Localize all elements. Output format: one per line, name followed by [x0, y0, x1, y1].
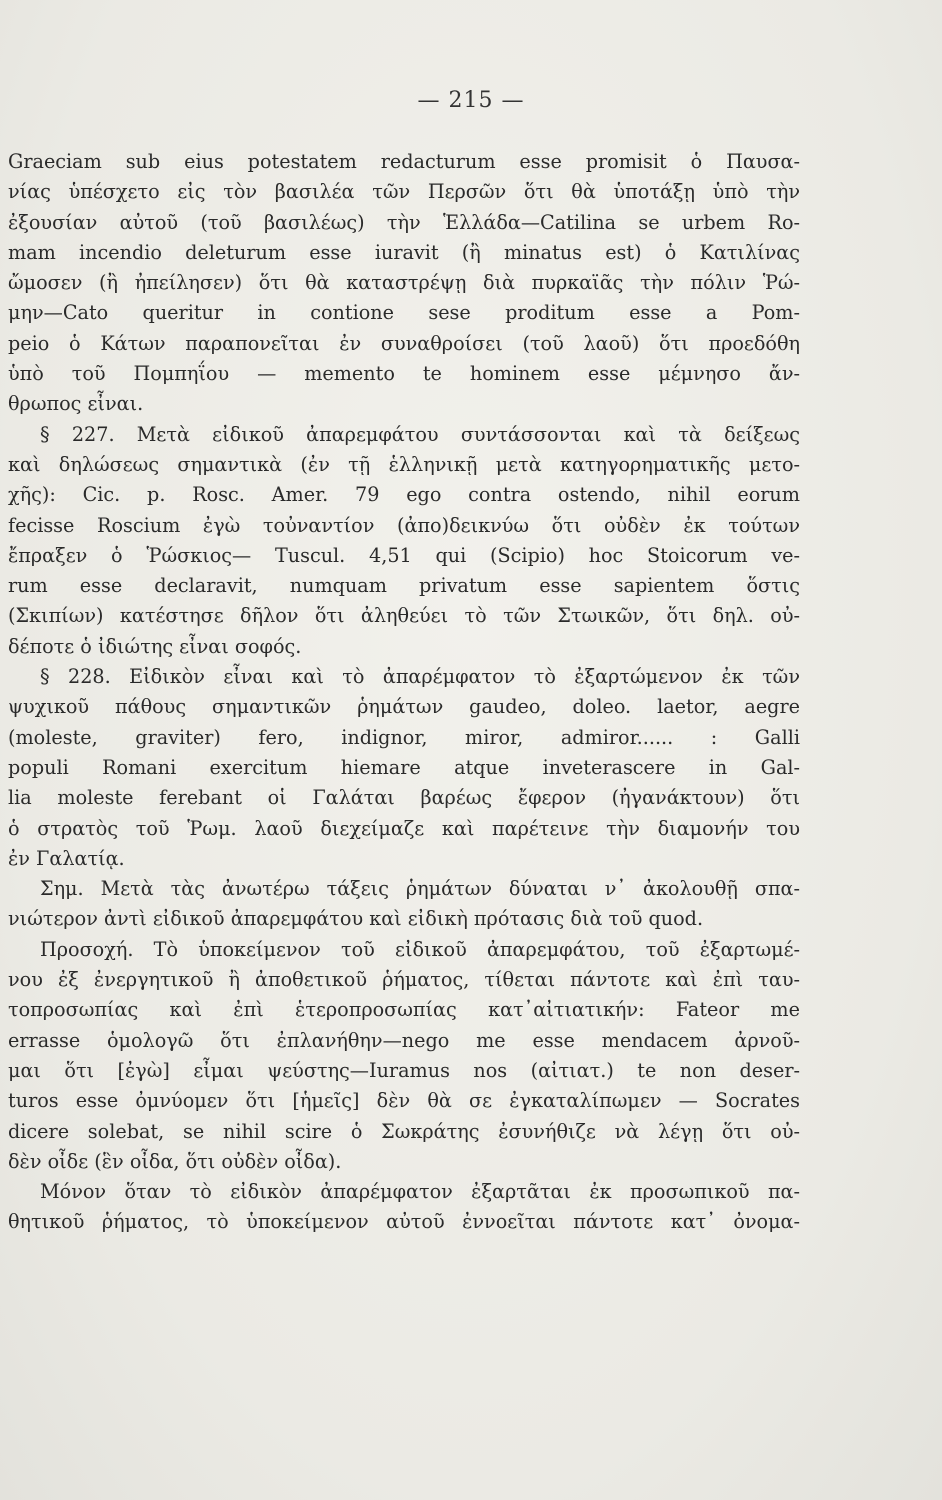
- text-line: χῆς): Cic. p. Rosc. Amer. 79 ego contra ostendo, nihil eorum: [8, 483, 800, 507]
- text-line: ὁ στρατὸς τοῦ Ῥωμ. λαοῦ διεχείμαζε καὶ παρέτεινε τὴν διαμονήν του: [8, 816, 800, 840]
- text-line: ἐξουσίαν αὐτοῦ (τοῦ βασιλέως) τὴν Ἑλλάδα—Catilina se urbem Ro-: [8, 210, 800, 234]
- text-line: Graeciam sub eius potestatem redacturum esse promisit ὁ Παυσα-: [8, 150, 800, 173]
- text-line: lia moleste ferebant οἱ Γαλάται βαρέως ἔφερον (ἠγανάκτουν) ὅτι: [8, 786, 800, 810]
- text-line: δὲν οἶδε (ἓν οἶδα, ὅτι οὐδὲν οἶδα).: [8, 1149, 342, 1173]
- body-text: [8, 147, 800, 1238]
- text-line: καὶ δηλώσεως σημαντικὰ (ἐν τῇ ἑλληνικῇ μετὰ κατηγορηματικῆς μετο-: [8, 452, 800, 476]
- text-line: turos esse ὀμνύομεν ὅτι [ἡμεῖς] δὲν θὰ σε ἐγκαταλίπωμεν — Socrates: [8, 1089, 800, 1113]
- text-line: rum esse declaravit, numquam privatum esse sapientem ὅστις: [8, 574, 800, 598]
- text-line: Προσοχή. Τὸ ὑποκείμενον τοῦ εἰδικοῦ ἀπαρεμφάτου, τοῦ ἐξαρτωμέ-: [40, 937, 800, 961]
- text-line: dicere solebat, se nihil scire ὁ Σωκράτης ἐσυνήθιζε νὰ λέγῃ ὅτι οὐ-: [8, 1119, 800, 1143]
- text-line: Σημ. Μετὰ τὰς ἀνωτέρω τάξεις ῥημάτων δύναται ν᾽ ἀκολουθῇ σπα-: [40, 877, 800, 901]
- text-line: θρωπος εἶναι.: [8, 392, 144, 416]
- text-line: νίας ὑπέσχετο εἰς τὸν βασιλέα τῶν Περσῶν ὅτι θὰ ὑποτάξῃ ὑπὸ τὴν: [8, 180, 800, 204]
- text-line: errasse ὁμολογῶ ὅτι ἐπλανήθην—nego me esse mendacem ἀρνοῦ-: [8, 1028, 800, 1052]
- text-line: μαι ὅτι [ἐγὼ] εἶμαι ψεύστης—Iuramus nos (αἰτιατ.) te non deser-: [8, 1058, 800, 1082]
- text-line: νου ἐξ ἐνεργητικοῦ ἢ ἀποθετικοῦ ῥήματος, τίθεται πάντοτε καὶ ἐπὶ ταυ-: [8, 968, 800, 992]
- text-line: ψυχικοῦ πάθους σημαντικῶν ῥημάτων gaudeo, doleo. laetor, aegre: [8, 695, 800, 719]
- text-line: populi Romani exercitum hiemare atque inveterascere in Gal-: [8, 755, 800, 779]
- text-line: mam incendio deleturum esse iuravit (ἢ minatus est) ὁ Κατιλίνας: [8, 240, 800, 264]
- text-line: fecisse Roscium ἐγὼ τοὐναντίον (ἀπο)δεικνύω ὅτι οὐδὲν ἐκ τούτων: [8, 513, 800, 537]
- page-number: — 215 —: [417, 88, 525, 113]
- text-line: Μόνον ὅταν τὸ εἰδικὸν ἀπαρέμφατον ἐξαρτᾶται ἐκ προσωπικοῦ πα-: [40, 1180, 800, 1204]
- text-line: τοπροσωπίας καὶ ἐπὶ ἑτεροπροσωπίας κατ᾽αἰτιατικήν: Fateor me: [8, 998, 800, 1022]
- text-line: peio ὁ Κάτων παραπονεῖται ἐν συναθροίσει (τοῦ λαοῦ) ὅτι προεδόθη: [8, 331, 800, 355]
- text-line: § 227. Μετὰ εἰδικοῦ ἀπαρεμφάτου συντάσσονται καὶ τὰ δείξεως: [40, 422, 800, 446]
- text-line: μην—Cato queritur in contione sese proditum esse a Pom-: [8, 301, 800, 325]
- text-line: θητικοῦ ῥήματος, τὸ ὑποκείμενον αὐτοῦ ἐννοεῖται πάντοτε κατ᾽ ὀνομα-: [8, 1210, 800, 1234]
- text-line: § 228. Εἰδικὸν εἶναι καὶ τὸ ἀπαρέμφατον τὸ ἐξαρτώμενον ἐκ τῶν: [40, 665, 800, 689]
- text-line: ὑπὸ τοῦ Πομπηΐου — memento te hominem esse μέμνησο ἄν-: [8, 362, 800, 386]
- text-line: (moleste, graviter) fero, indignor, miror, admiror...... : Galli: [8, 725, 800, 749]
- text-line: δέποτε ὁ ἰδιώτης εἶναι σοφός.: [8, 634, 302, 658]
- text-line: ὤμοσεν (ἢ ἠπείλησεν) ὅτι θὰ καταστρέψῃ διὰ πυρκαϊᾶς τὴν πόλιν Ῥώ-: [8, 271, 800, 295]
- text-line: ἐν Γαλατίᾳ.: [8, 846, 125, 870]
- text-line: νιώτερον ἀντὶ εἰδικοῦ ἀπαρεμφάτου καὶ εἰδικὴ πρότασις διὰ τοῦ quod.: [8, 907, 704, 931]
- text-line: (Σκιπίων) κατέστησε δῆλον ὅτι ἀληθεύει τὸ τῶν Στωικῶν, ὅτι δηλ. οὐ-: [8, 604, 800, 628]
- text-line: ἔπραξεν ὁ Ῥώσκιος— Tuscul. 4,51 qui (Scipio) hoc Stoicorum ve-: [8, 543, 800, 567]
